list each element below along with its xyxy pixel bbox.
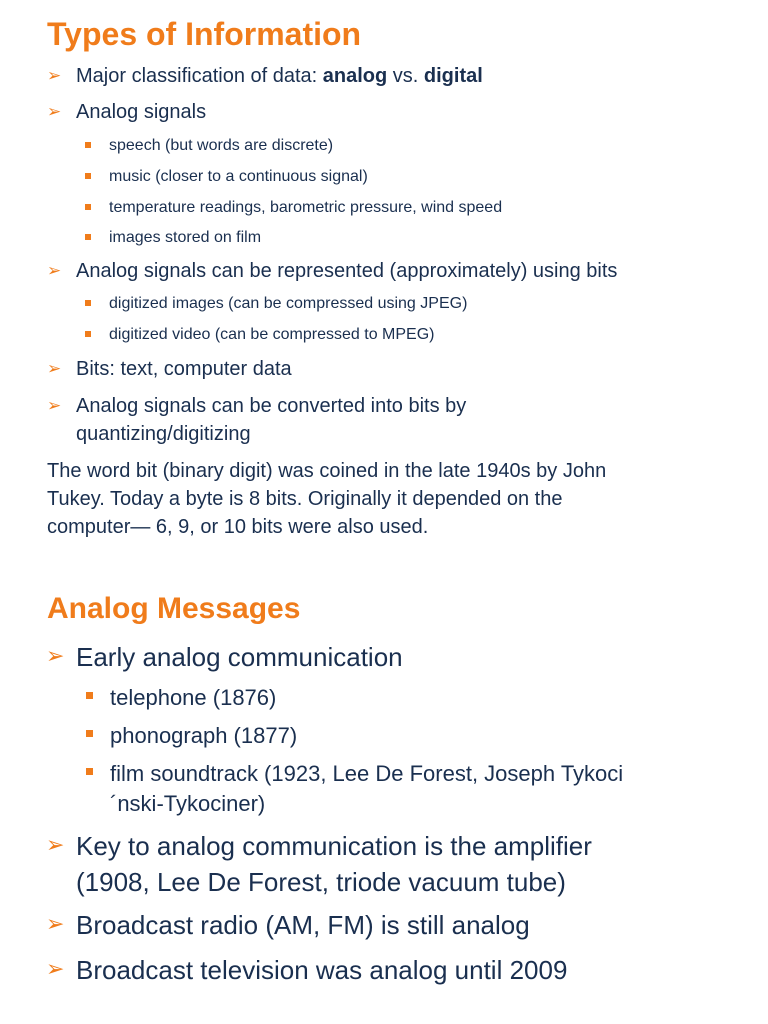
sub-bullet: images stored on film — [109, 229, 261, 247]
square-bullet-icon — [85, 173, 91, 179]
bullet-broadcast-tv: ➢ Broadcast television was analog until 2009 — [46, 955, 568, 985]
bullet-classification: ➢ Major classification of data: analog vs. digital — [47, 65, 483, 87]
square-bullet-icon — [86, 730, 93, 737]
square-bullet-icon — [85, 204, 91, 210]
bit-history-paragraph: The word bit (binary digit) was coined in the late 1940s by John Tukey. Today a byte is 8 bits. Originally it depended on the computer— 6, 9, or 10 bits were also used. — [47, 460, 607, 538]
arrowhead-bullet-icon: ➢ — [47, 261, 62, 281]
square-bullet-icon — [85, 234, 91, 240]
arrowhead-bullet-icon: ➢ — [47, 359, 62, 379]
sub-bullet: temperature readings, barometric pressure, wind speed — [109, 199, 502, 217]
arrowhead-bullet-icon: ➢ — [47, 66, 62, 86]
bold-digital: digital — [423, 65, 483, 87]
sub-bullet-cont: ´nski-Tykociner) — [110, 791, 266, 816]
sub-bullet: film soundtrack (1923, Lee De Forest, Joseph Tykoci — [110, 761, 623, 787]
slide-title: Analog Messages — [47, 592, 301, 625]
square-bullet-icon — [85, 142, 91, 148]
bullet-analog-signals: ➢ Analog signals — [47, 101, 207, 123]
sub-bullet: digitized images (can be compressed using JPEG) — [109, 295, 467, 313]
square-bullet-icon — [85, 331, 91, 337]
arrowhead-bullet-icon: ➢ — [46, 957, 65, 982]
square-bullet-icon — [86, 692, 93, 699]
arrowhead-bullet-icon: ➢ — [47, 396, 62, 416]
bullet-early-analog: ➢ Early analog communication — [46, 642, 403, 672]
square-bullet-icon — [86, 768, 93, 775]
arrowhead-bullet-icon: ➢ — [46, 644, 65, 669]
bullet-converted-into-bits: ➢ Analog signals can be converted into bits by — [47, 395, 467, 417]
arrowhead-bullet-icon: ➢ — [46, 833, 65, 858]
slide-title: Types of Information — [47, 16, 362, 52]
bullet-bits-text: ➢ Bits: text, computer data — [47, 358, 292, 380]
sub-bullet: speech (but words are discrete) — [109, 137, 333, 155]
arrowhead-bullet-icon: ➢ — [46, 912, 65, 937]
bullet-amplifier-cont: (1908, Lee De Forest, triode vacuum tube) — [76, 867, 566, 897]
square-bullet-icon — [85, 300, 91, 306]
bullet-amplifier: ➢ Key to analog communication is the amplifier — [46, 831, 592, 861]
sub-bullet: telephone (1876) — [110, 685, 276, 711]
bullet-represented-using-bits: ➢ Analog signals can be represented (approximately) using bits — [47, 260, 618, 282]
bold-analog: analog — [322, 65, 388, 87]
bullet-broadcast-radio: ➢ Broadcast radio (AM, FM) is still analog — [46, 910, 530, 940]
sub-bullet: phonograph (1877) — [110, 723, 297, 749]
sub-bullet: music (closer to a continuous signal) — [109, 168, 368, 186]
bullet-converted-into-bits-cont: quantizing/digitizing — [76, 423, 251, 445]
arrowhead-bullet-icon: ➢ — [47, 102, 62, 122]
sub-bullet: digitized video (can be compressed to MPEG) — [109, 326, 434, 344]
